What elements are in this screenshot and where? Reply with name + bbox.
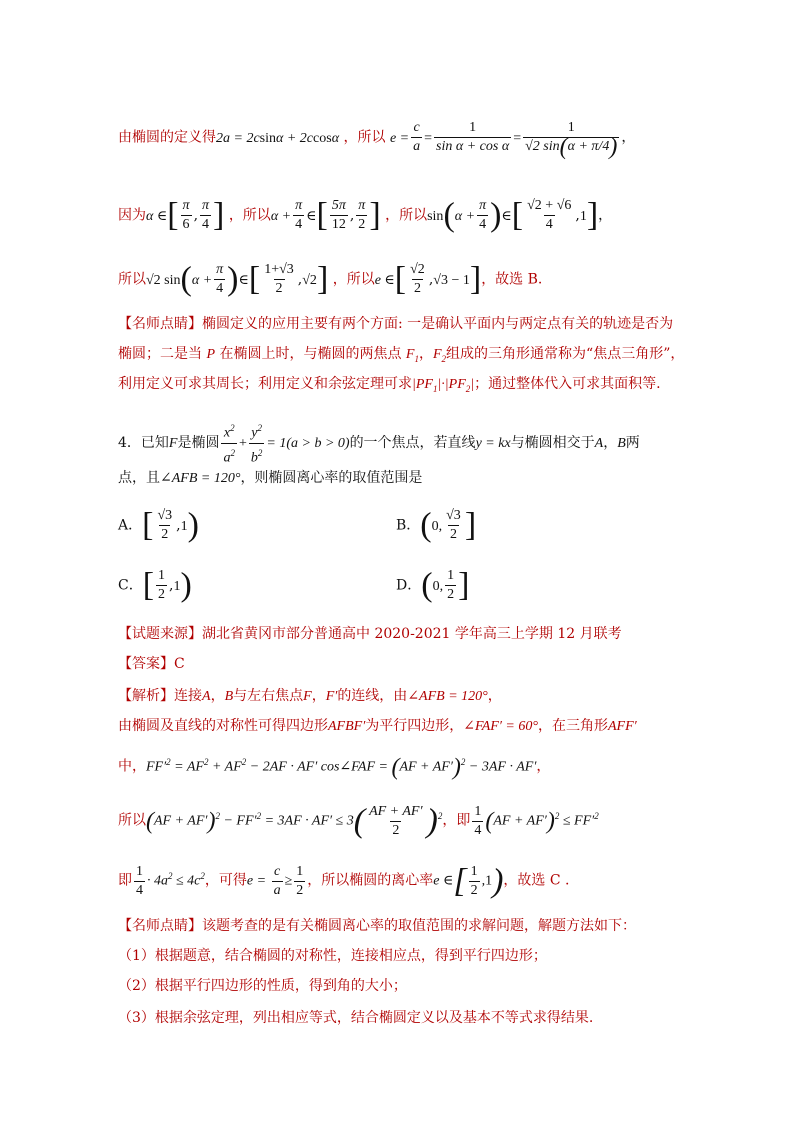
tip-tag: 【名师点睛】 bbox=[118, 316, 202, 332]
source-text: 湖北省黄冈市部分普通高中 2020-2021 学年高三上学期 12 月联考 bbox=[202, 626, 622, 642]
text: ；通过整体代入可求其面积等. bbox=[474, 376, 661, 392]
line-alpha-range: 因为α ∈[ $\frac{\pi}{6}$ , $\frac{\pi}{4}$ ] ，所以α + $\frac{\pi}{4}$ ∈[ $\frac{5\pi}{12}$ , $\frac{\pi}{2}$ ] ，所以sin(α + $\frac{\pi}{4}$ )∈[ $\frac{√2 + √6}{4}$ ,1]， bbox=[118, 196, 613, 234]
option-a: A．[ $\frac{√3}{2}$ ,1) bbox=[118, 506, 199, 544]
text: 与左右焦点 bbox=[233, 688, 304, 704]
text: 椭圆；二是当 bbox=[118, 346, 202, 362]
text: 两 bbox=[625, 435, 640, 452]
line-ellipse-definition: 由椭圆的定义得2a = 2csinα + 2ccosα ，所以 e = $\frac{c}{a}$ = $\frac{1}{\text{sin α + cos α}}$ = $\frac{1}{√2 \sin(\alpha + \pi/4)}$ ， bbox=[118, 120, 636, 160]
text: ，所以 bbox=[228, 207, 271, 224]
text: 由椭圆的定义得 bbox=[118, 129, 216, 146]
text: 因为 bbox=[118, 207, 146, 224]
text: 与椭圆相交于 bbox=[510, 435, 595, 452]
tip1-line3: 利用定义可求其周长；利用定义和余弦定理可求$|PF_1|\cdot|PF_2|$；通过整体代入可求其面积等. bbox=[118, 376, 661, 394]
tip1-line2: 椭圆；二是当 P 在椭圆上时，与椭圆的两焦点 $F_1$，$F_2$组成的三角形通常称为“焦点三角形”， bbox=[118, 346, 685, 364]
question-source bbox=[118, 624, 622, 644]
option-label: A． bbox=[118, 517, 143, 534]
text: ，所以椭圆的离心率 bbox=[307, 872, 434, 889]
analysis-line4: 所以$(AF + AF')^2 - FF'^2 = 3AF \cdot AF' \le 3$( $\frac{AF + AF'}{2}$ )$^2$，即 $\frac{1}{4}$ $(AF + AF')^2 \le FF'^2$ bbox=[118, 802, 599, 840]
step-3: （3）根据余弦定理，列出相应等式，结合椭圆定义以及基本不等式求得结果. bbox=[118, 1010, 594, 1026]
text: 为平行四边形， bbox=[365, 718, 464, 734]
text: ，故选 B. bbox=[481, 271, 543, 288]
text: ，所以 bbox=[332, 271, 375, 288]
text: 的一个焦点，若直线 bbox=[349, 435, 476, 452]
text: 椭圆定义的应用主要有两个方面: 一是确认平面内与两定点有关的轨迹是否为 bbox=[202, 316, 674, 332]
text: 所以 bbox=[118, 271, 146, 288]
text: ，即 bbox=[442, 812, 471, 829]
analysis-line2: 由椭圆及直线的对称性可得四边形AFBF′为平行四边形，∠FAF′ = 60°，在三角形AFF′ bbox=[118, 718, 637, 734]
question-4-line2: 点，且∠AFB = 120°，则椭圆离心率的取值范围是 bbox=[118, 470, 423, 486]
text: 即 bbox=[118, 872, 132, 889]
text: ，故选 C . bbox=[503, 872, 570, 889]
text: 所以 bbox=[118, 812, 146, 829]
source-tag: 【试题来源】 bbox=[118, 626, 202, 642]
option-label: D． bbox=[396, 577, 422, 594]
step-1: （1）根据题意，结合椭圆的对称性，连接相应点，得到平行四边形； bbox=[118, 948, 547, 964]
text: ，所以 bbox=[343, 129, 386, 146]
text: ，可得 bbox=[204, 872, 247, 889]
text: 利用定义可求其周长；利用定义和余弦定理可求 bbox=[118, 376, 412, 392]
analysis-line3: 中，$FF'^2 = AF^2 + AF^2 - 2AF \cdot AF'$ cos∠FAF = (AF + AF′)$^2$ − 3AF · AF′， bbox=[118, 754, 551, 781]
analysis-tag: 【解析】 bbox=[118, 688, 174, 704]
analysis-line1: 【解析】连接A，B与左右焦点F，F′的连线，由∠AFB = 120°， bbox=[118, 688, 502, 704]
option-d: D．(0, $\frac{1}{2}$ ] bbox=[396, 566, 470, 604]
text: 组成的三角形通常称为“焦点三角形”， bbox=[446, 346, 685, 362]
tip2-line bbox=[118, 916, 636, 936]
answer-tag: 【答案】 bbox=[118, 656, 174, 672]
analysis-line5: 即 $\frac{1}{4}$ · $4a^2 \le 4c^2$，可得e = $\frac{c}{a}$ ≥ $\frac{1}{2}$ ，所以椭圆的离心率e ∈[ $\frac{1}{2}$ ,1)，故选 C . bbox=[118, 862, 570, 900]
question-number: 4．已知 bbox=[118, 435, 169, 452]
text: 中， bbox=[118, 758, 146, 775]
answer-text: C bbox=[174, 656, 185, 672]
text: 该题考查的是有关椭圆离心率的取值范围的求解问题，解题方法如下： bbox=[202, 918, 636, 934]
text: ，在三角形 bbox=[537, 718, 608, 734]
text: 连接 bbox=[174, 688, 202, 704]
question-4-line1: 4．已知F是椭圆 $\frac{x^2}{a^2}$ + $\frac{y^2}{b^2}$ = 1(a > b > 0)的一个焦点，若直线y = kx与椭圆相交于A，B两 bbox=[118, 423, 640, 466]
text: ，所以 bbox=[385, 207, 428, 224]
option-b: B．(0, $\frac{√3}{2}$ ] bbox=[396, 506, 477, 544]
text: ，则椭圆离心率的取值范围是 bbox=[240, 470, 423, 486]
step-2: （2）根据平行四边形的性质，得到角的大小； bbox=[118, 978, 407, 994]
line-e-range: 所以√2 sin(α + $\frac{\pi}{4}$ )∈[ $\frac{1+√3}{2}$ ,√2] ，所以e ∈[ $\frac{√2}{2}$ ,√3 − 1]，故选 B. bbox=[118, 260, 543, 298]
text: 点，且 bbox=[118, 470, 160, 486]
text: 是椭圆 bbox=[177, 435, 220, 452]
option-c: C．[ $\frac{1}{2}$ ,1) bbox=[118, 566, 192, 604]
answer bbox=[118, 654, 185, 674]
tip-tag: 【名师点睛】 bbox=[118, 918, 202, 934]
text: 的连线，由 bbox=[337, 688, 408, 704]
option-label: C． bbox=[118, 577, 143, 594]
text: 在椭圆上时，与椭圆的两焦点 bbox=[219, 346, 402, 362]
tip1-line1 bbox=[118, 314, 673, 334]
text: 由椭圆及直线的对称性可得四边形 bbox=[118, 718, 328, 734]
option-label: B． bbox=[396, 517, 421, 534]
